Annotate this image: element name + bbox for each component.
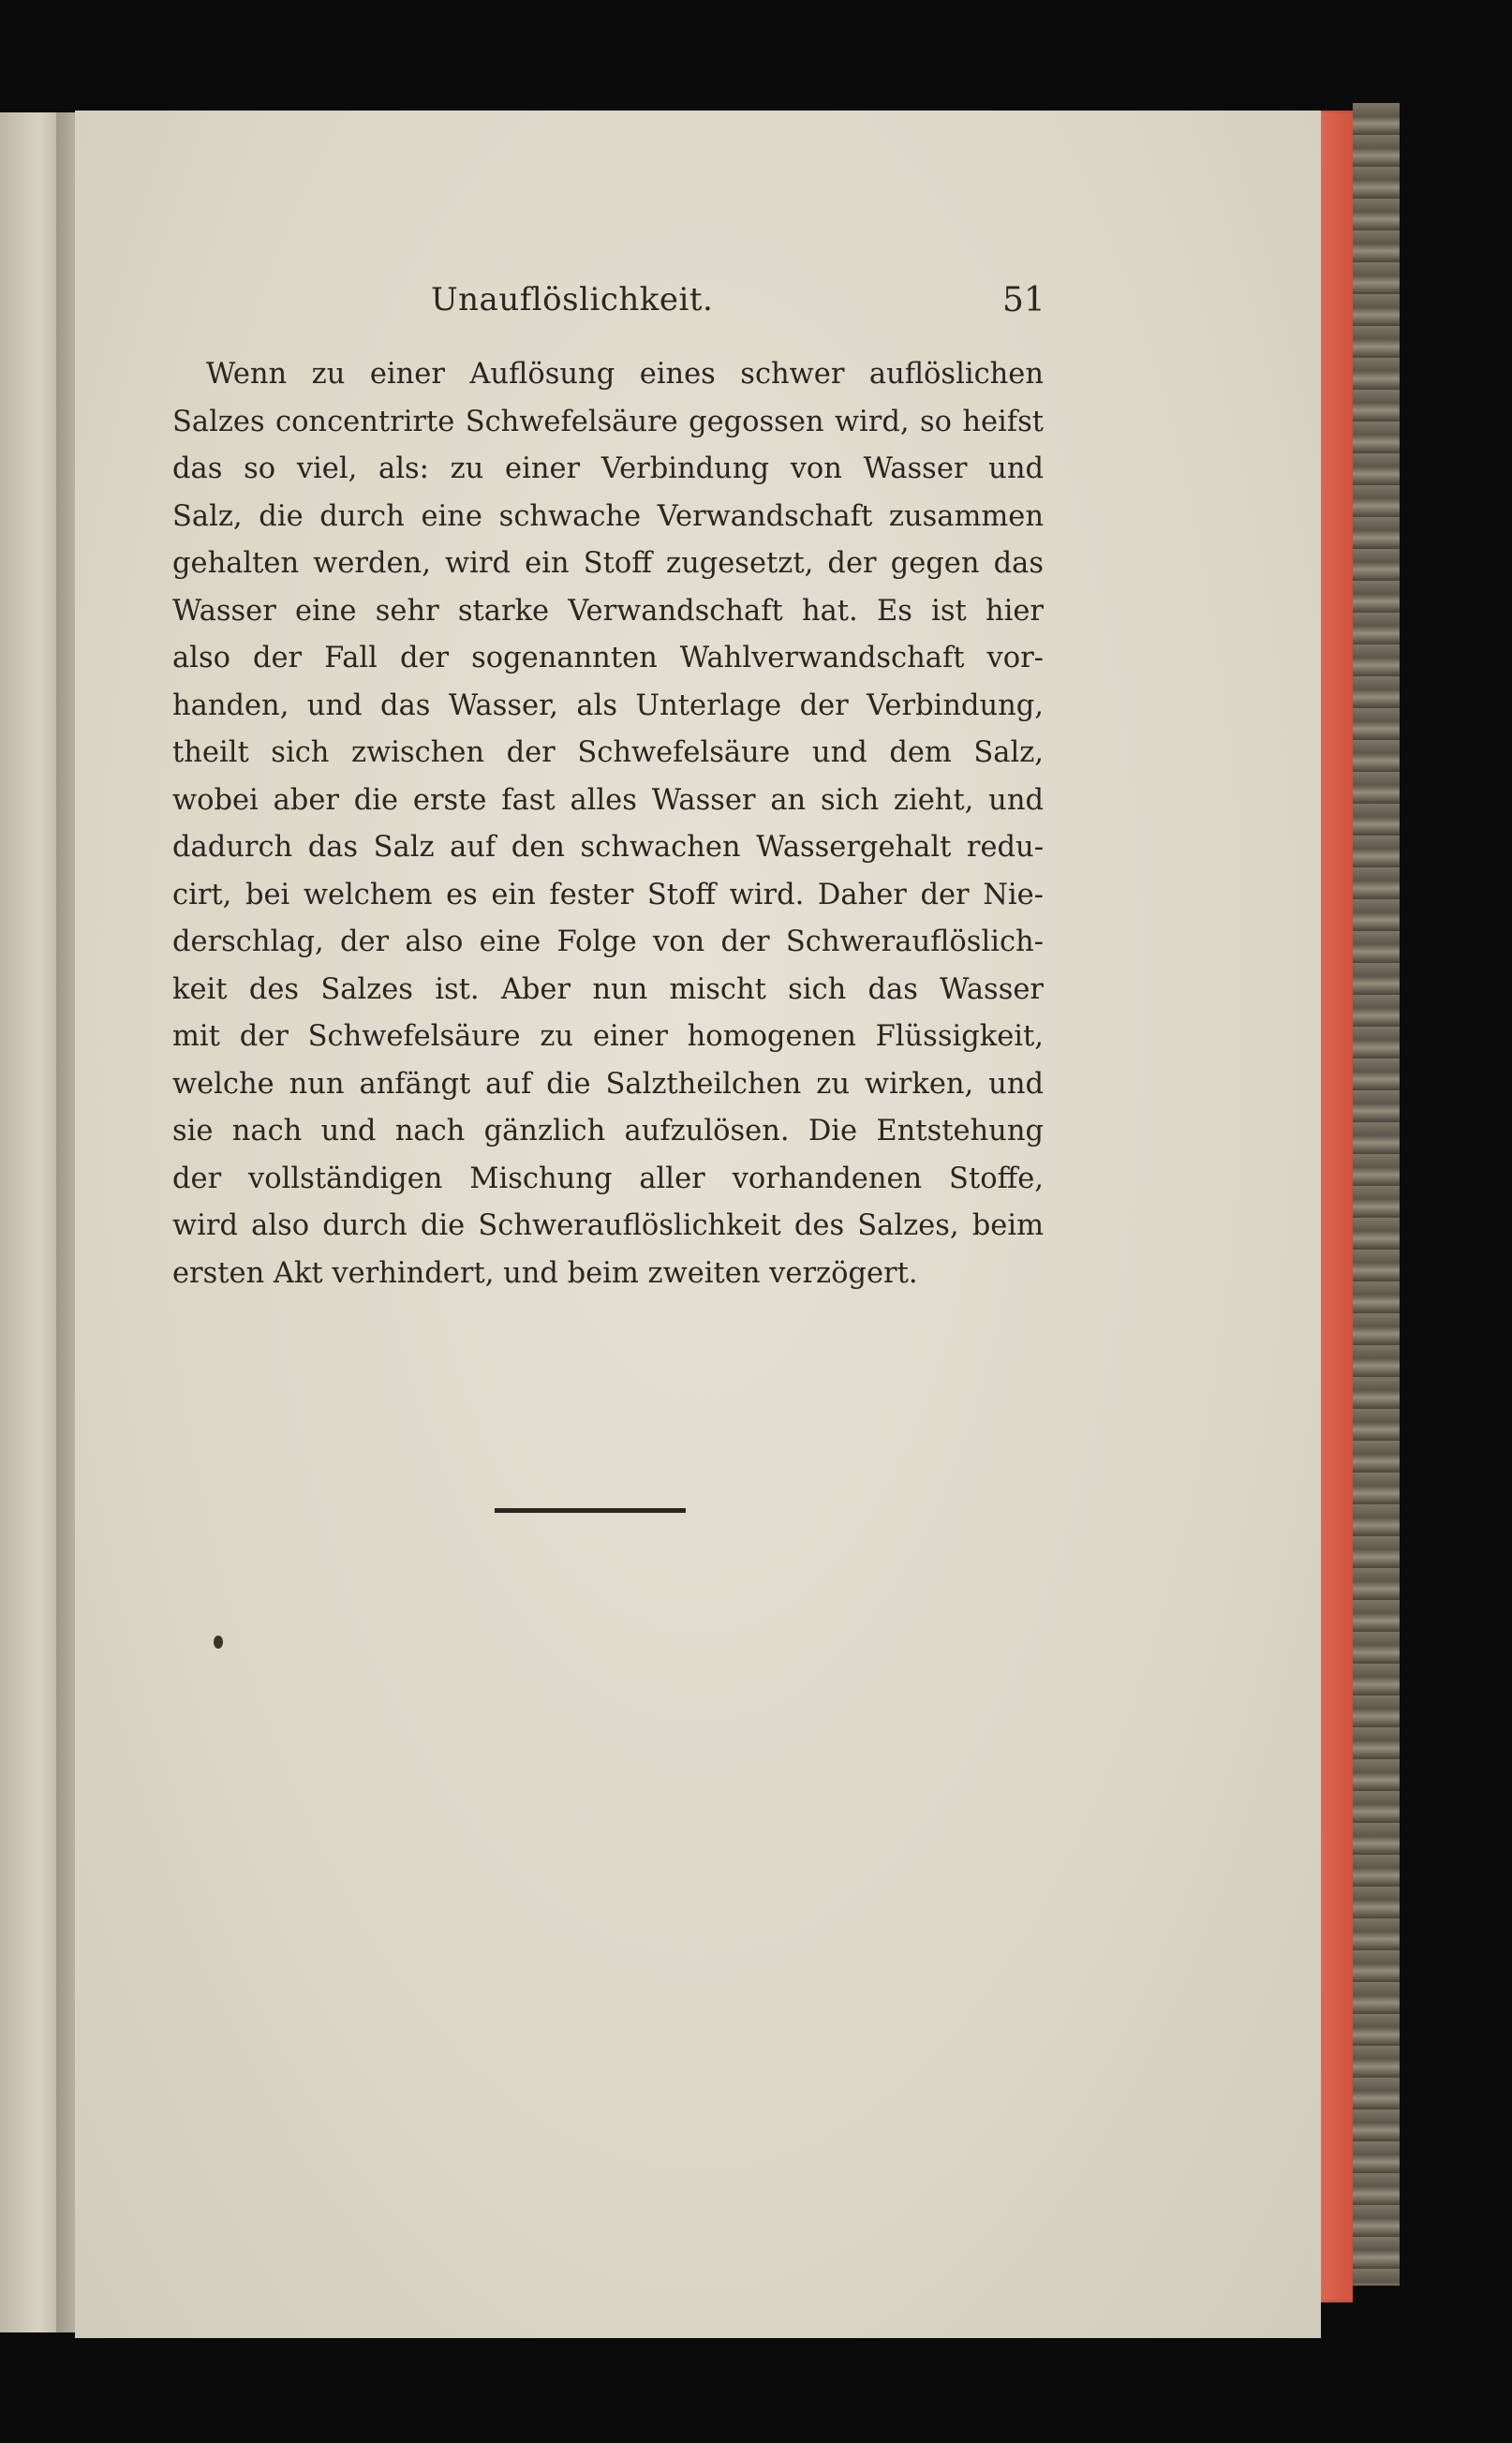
text-line: also der Fall der sogenannten Wahlverwandschaft vor- bbox=[172, 642, 1044, 674]
text-line: mit der Schwefelsäure zu einer homogenen Flüssigkeit, bbox=[172, 1020, 1044, 1053]
text-line: keit des Salzes ist. Aber nun mischt sich das Wasser bbox=[172, 972, 1044, 1006]
text-line: ersten Akt verhindert, und beim zweiten verzögert. bbox=[172, 1256, 918, 1290]
ink-speck bbox=[214, 1636, 223, 1649]
text-line: gehalten werden, wird ein Stoff zugesetzt, der gegen das bbox=[172, 547, 1044, 580]
page-number: 51 bbox=[1002, 281, 1045, 319]
text-line: welche nun anfängt auf die Salztheilchen zu wirken, und bbox=[172, 1067, 1044, 1101]
text-line: Salzes concentrirte Schwefelsäure gegossen wird, so heifst bbox=[172, 405, 1044, 438]
book-cover-edge bbox=[1353, 103, 1400, 2286]
text-line: der vollständigen Mischung aller vorhandenen Stoffe, bbox=[172, 1162, 1044, 1195]
text-line: wird also durch die Schwerauflöslichkeit des Salzes, beim bbox=[172, 1209, 1044, 1242]
text-line: Wasser eine sehr starke Verwandschaft hat. Es ist hier bbox=[172, 594, 1044, 628]
running-title: Unauflöslichkeit. bbox=[431, 281, 714, 318]
body-paragraph bbox=[172, 351, 1044, 1297]
running-head bbox=[169, 281, 1049, 337]
text-line: sie nach und nach gänzlich aufzulösen. Die Entstehung bbox=[172, 1115, 1044, 1147]
section-rule bbox=[495, 1508, 686, 1513]
text-line: das so viel, als: zu einer Verbindung von Wasser und bbox=[172, 452, 1044, 485]
text-line: wobei aber die erste fast alles Wasser an sich zieht, und bbox=[172, 783, 1044, 817]
text-line: derschlag, der also eine Folge von der Schwerauflöslich- bbox=[172, 925, 1044, 958]
text-line: cirt, bei welchem es ein fester Stoff wird. Daher der Nie- bbox=[172, 878, 1044, 911]
text-line: handen, und das Wasser, als Unterlage der Verbindung, bbox=[172, 688, 1044, 722]
text-line: theilt sich zwischen der Schwefelsäure und dem Salz, bbox=[172, 736, 1044, 769]
text-line: Wenn zu einer Auflösung eines schwer auflöslichen bbox=[206, 358, 1044, 391]
text-line: Salz, die durch eine schwache Verwandschaft zusammen bbox=[172, 499, 1044, 533]
text-line: dadurch das Salz auf den schwachen Wassergehalt redu- bbox=[172, 831, 1044, 864]
